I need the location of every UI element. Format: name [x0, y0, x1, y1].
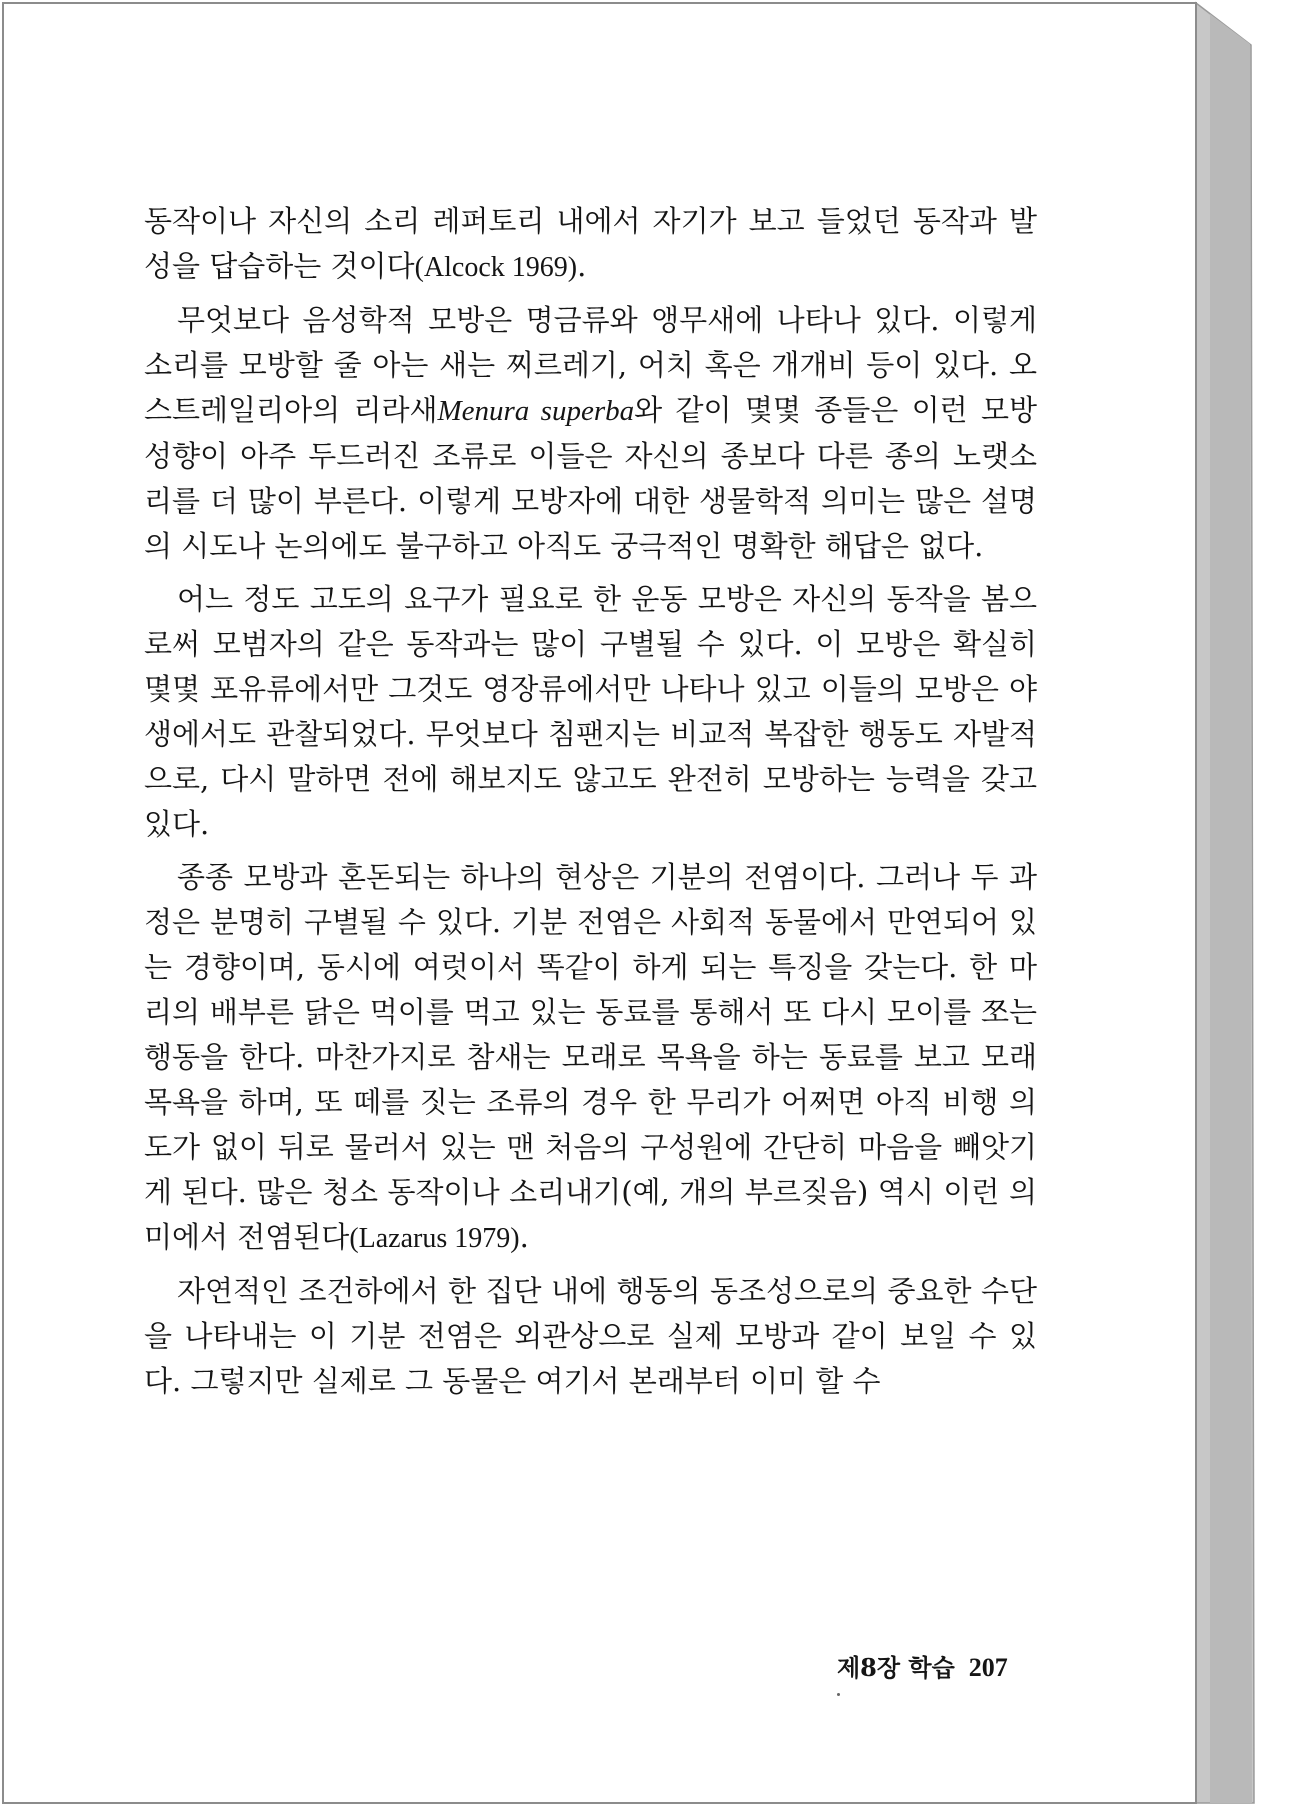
body-text — [144, 199, 1037, 1404]
paragraph — [144, 1269, 1037, 1404]
chapter-label: 제8장 학습 — [837, 1653, 955, 1682]
paragraph — [144, 199, 1037, 290]
text-segment: 와 같이 몇몇 종들은 이런 모방 성향이 아주 두드러진 조류로 이들은 자신의 종보다 다른 종의 노랫소리를 더 많이 부른다. 이렇게 모방자에 대한 생물학적 의미는 많은 설명의 시도나 논의에도 불구하고 아직도 궁극적인 명확한 해답은 없다. — [144, 393, 1037, 563]
paragraph — [144, 855, 1037, 1261]
text-segment: 자연적인 조건하에서 한 집단 내에 행동의 동조성으로의 중요한 수단을 나타내는 이 기분 전염은 외관상으로 실제 모방과 같이 보일 수 있다. 그렇지만 실제로 그 동물은 여기서 본래부터 이미 할 수 — [144, 1274, 1037, 1398]
citation: (Alcock 1969) — [414, 252, 578, 283]
text-segment: . — [519, 1220, 529, 1254]
text-segment: 어느 정도 고도의 요구가 필요로 한 운동 모방은 자신의 동작을 봄으로써 모범자의 같은 동작과는 많이 구별될 수 있다. 이 모방은 확실히 몇몇 포유류에서만 그것도 영장류에서만 나타나 있고 이들의 모방은 야생에서도 관찰되었다. 무엇보다 침팬지는 비교적 복잡한 행동도 자발적으로, 다시 말하면 전에 해보지도 않고도 완전히 모방하는 능력을 갖고 있다. — [144, 582, 1037, 841]
footer-dot — [837, 1693, 840, 1696]
text-segment: 동작이나 자신의 소리 레퍼토리 내에서 자기가 보고 들었던 동작과 발성을 답습하는 것이다 — [144, 204, 1037, 283]
page-footer — [837, 1648, 1008, 1683]
text-segment: . — [577, 249, 587, 283]
book-spine-shade — [1210, 14, 1252, 1803]
page-number: 207 — [968, 1653, 1008, 1682]
page — [3, 3, 1196, 1803]
citation: (Lazarus 1979) — [349, 1223, 520, 1254]
text-segment: 종종 모방과 혼돈되는 하나의 현상은 기분의 전염이다. 그러나 두 과정은 분명히 구별될 수 있다. 기분 전염은 사회적 동물에서 만연되어 있는 경향이며, 동시에 여럿이서 똑같이 하게 되는 특징을 갖는다. 한 마리의 배부른 닭은 먹이를 먹고 있는 동료를 통해서 또 다시 모이를 쪼는 행동을 한다. 마찬가지로 참새는 모래로 목욕을 하는 동료를 보고 모래목욕을 하며, 또 떼를 짓는 조류의 경우 한 무리가 어쩌면 아직 비행 의도가 없이 뒤로 물러서 있는 맨 처음의 구성원에 간단히 마음을 빼앗기게 된다. 많은 청소 동작이나 소리내기(예, 개의 부르짖음) 역시 이런 의미에서 전염된다 — [144, 860, 1037, 1254]
species-name: Menura superba — [437, 395, 635, 427]
paragraph — [144, 298, 1037, 569]
paragraph — [144, 577, 1037, 847]
text-segment: 무엇보다 음성학적 모방은 명금류와 앵무새에 나타나 있다. 이렇게 소리를 모방할 줄 아는 새는 찌르레기, 어치 혹은 개개비 등이 있다. 오스트레일리아의 리라새 — [144, 303, 1037, 427]
